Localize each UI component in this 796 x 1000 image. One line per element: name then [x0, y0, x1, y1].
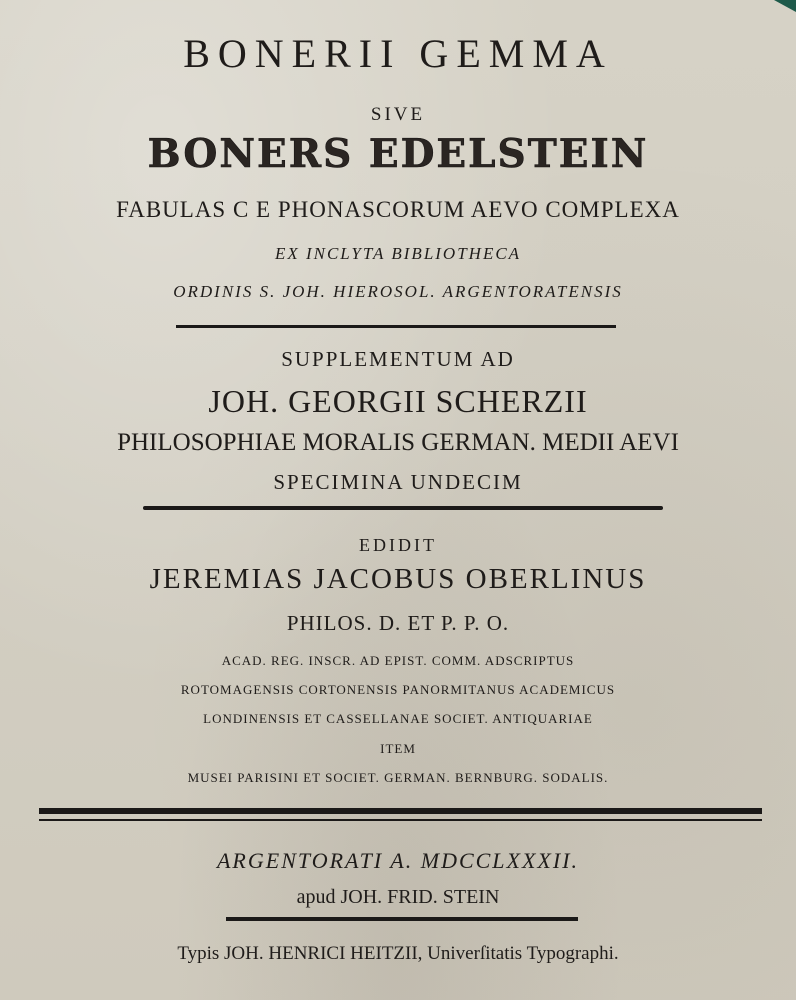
supplement-line-2: JOH. GEORGII SCHERZII: [208, 383, 588, 419]
imprint-place: ARGENTORATI A. MDCCLXXXII.: [216, 848, 580, 873]
title-sive: SIVE: [370, 104, 426, 125]
divider-rule-2: [143, 506, 663, 510]
affiliation-line-5: MUSEI PARISINI ET SOCIET. GERMAN. BERNBURG. SODALIS.: [187, 770, 609, 785]
affiliation-line-4: ITEM: [380, 741, 416, 756]
divider-rule-3a: [39, 808, 762, 814]
subtitle-ordinis: ORDINIS S. JOH. HIEROSOL. ARGENTORATENSIS: [173, 282, 623, 301]
editor-degree: PHILOS. D. ET P. P. O.: [286, 611, 510, 635]
page-corner-tab: [774, 0, 796, 12]
editor-name: JEREMIAS JACOBUS OBERLINUS: [149, 563, 647, 595]
affiliation-line-1: ACAD. REG. INSCR. AD EPIST. COMM. ADSCRIPTUS: [221, 653, 575, 668]
imprint-printer: Typis JOH. HENRICI HEITZII, Univerſitatis Typographi.: [177, 943, 619, 964]
affiliation-line-2: ROTOMAGENSIS CORTONENSIS PANORMITANUS ACADEMICUS: [180, 682, 616, 697]
title-german: BONERS EDELSTEIN: [147, 131, 649, 177]
imprint-publisher: apud JOH. FRID. STEIN: [296, 886, 500, 908]
affiliation-line-3: LONDINENSIS ET CASSELLANAE SOCIET. ANTIQUARIAE: [203, 711, 593, 726]
divider-rule-3b: [39, 819, 762, 821]
supplement-line-1: SUPPLEMENTUM AD: [281, 347, 515, 371]
subtitle-fabulas: FABULAS C E PHONASCORUM AEVO COMPLEXA: [116, 197, 680, 222]
divider-rule-4: [226, 917, 578, 921]
edidit: EDIDIT: [359, 535, 437, 555]
supplement-line-4: SPECIMINA UNDECIM: [273, 470, 523, 494]
divider-rule-1: [176, 325, 616, 328]
title-main: BONERII GEMMA: [183, 31, 613, 76]
supplement-line-3: PHILOSOPHIAE MORALIS GERMAN. MEDII AEVI: [117, 429, 679, 456]
subtitle-ex-inclyta: EX INCLYTA BIBLIOTHECA: [274, 244, 522, 263]
